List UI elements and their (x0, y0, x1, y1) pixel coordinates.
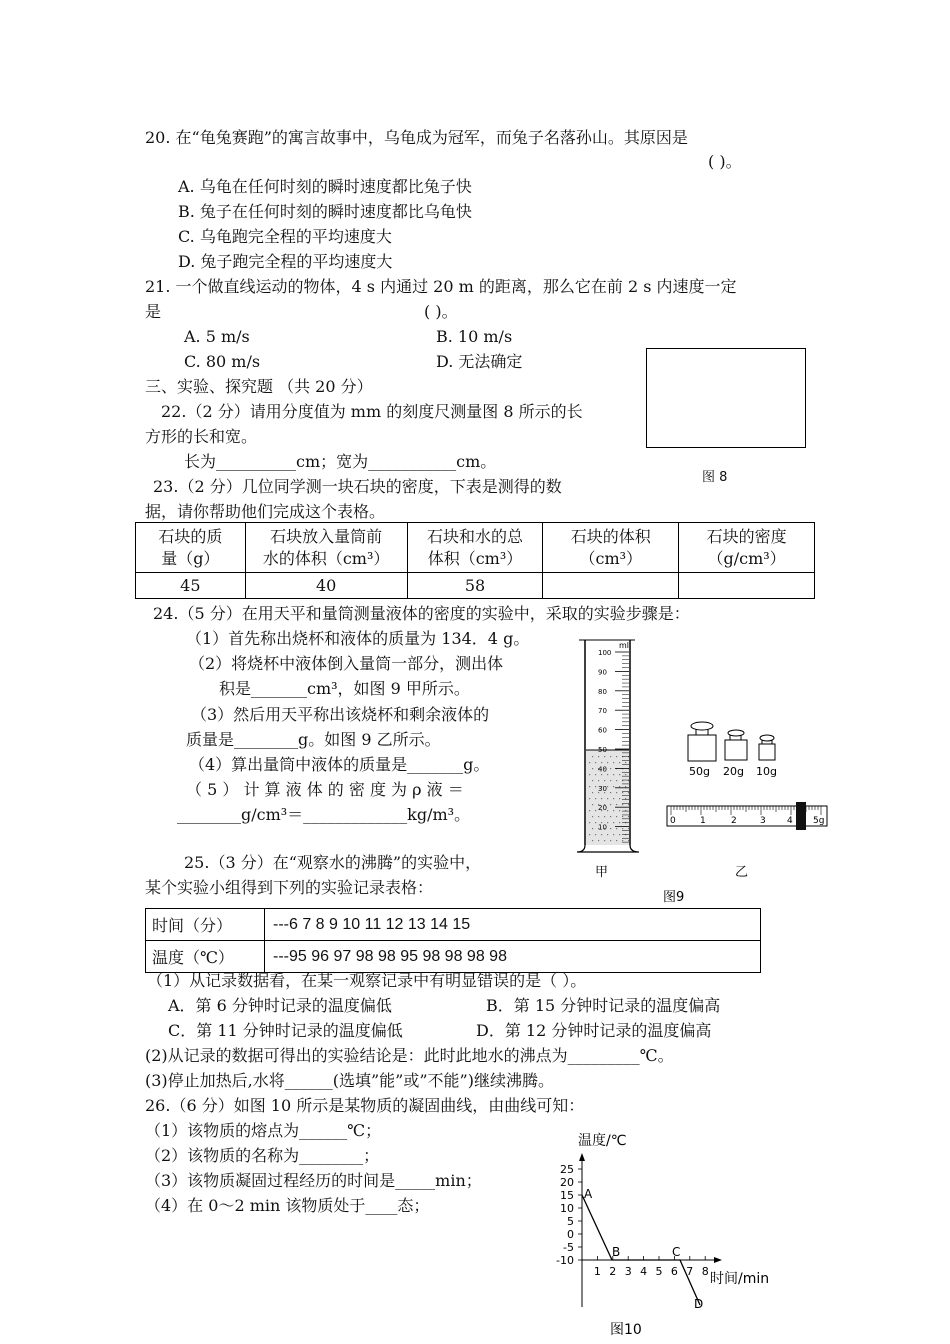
cylinder-tick-label: 20 (598, 804, 607, 813)
liquid-dot (607, 798, 608, 799)
weight-50g-label: 50g (689, 765, 710, 778)
y-axis-label: 温度/℃ (578, 1133, 627, 1149)
figure-9-label: 图9 (663, 890, 685, 905)
table-header-cell (679, 523, 815, 573)
liquid-dot (607, 786, 608, 787)
ruler-label: 1 (700, 816, 706, 826)
q21-option-d: D. 无法确定 (436, 352, 523, 371)
q24-step-3a: （3）然后用天平称出该烧杯和剩余液体的 (191, 705, 490, 724)
q20-option-d: D. 兔子跑完全程的平均速度大 (178, 252, 393, 271)
liquid-dot (613, 762, 614, 763)
liquid-dot (625, 798, 626, 799)
q22-line-2: 方形的长和宽。 (145, 427, 258, 446)
figure-10-label: 图10 (610, 1322, 642, 1338)
liquid-dot (607, 822, 608, 823)
q21-stem-2: 是 (145, 302, 162, 321)
x-tick-label: 7 (686, 1265, 694, 1278)
q24-step-5a: （ 5 ） 计 算 液 体 的 密 度 为 ρ 液 ＝ (186, 780, 464, 799)
liquid-dot (589, 810, 590, 811)
x-axis-label: 时间/min (710, 1271, 770, 1287)
table-header-cell (136, 523, 246, 573)
y-tick-label: 5 (567, 1215, 574, 1228)
cylinder-tick-label: 40 (598, 765, 607, 774)
ruler-label: 4 (787, 816, 793, 826)
liquid-dot (592, 804, 593, 805)
ruler-label: 3 (760, 816, 766, 826)
x-tick-label: 4 (640, 1265, 648, 1278)
boiling-record-table (145, 908, 761, 973)
liquid-dot (619, 834, 620, 835)
y-tick-label: -5 (563, 1241, 574, 1254)
cylinder-tick-label: 10 (598, 823, 607, 832)
cylinder-tick-label: 90 (598, 668, 607, 677)
header-text: 石块的体积 (570, 526, 651, 546)
liquid-dot (607, 810, 608, 811)
liquid-dot (607, 774, 608, 775)
y-axis-arrow (579, 1153, 585, 1161)
q25-option-b: B．第 15 分钟时记录的温度偏高 (486, 996, 721, 1015)
q20-option-b: B. 兔子在任何时刻的瞬时速度都比乌龟快 (178, 202, 472, 221)
graduated-cylinder (577, 640, 639, 852)
table-header-cell (543, 523, 679, 573)
q26-step-4: （4）在 0～2 min 该物质处于____态； (145, 1196, 430, 1215)
ruler-label: 5g (813, 816, 825, 826)
q21-option-b: B. 10 m/s (436, 327, 513, 346)
q26-line-1: 26.（6 分）如图 10 所示是某物质的凝固曲线，由曲线可知： (145, 1096, 585, 1115)
header-text: 体积（cm³） (427, 548, 523, 568)
header-text: 石块放入量筒前 (270, 526, 383, 546)
q20-paren: ( )。 (708, 152, 742, 171)
point-a-label: A (584, 1187, 593, 1201)
liquid-dot (601, 834, 602, 835)
liquid-dot (628, 804, 629, 805)
q25-option-d: D．第 12 分钟时记录的温度偏高 (476, 1021, 712, 1040)
liquid-dot (613, 786, 614, 787)
liquid-dot (610, 804, 611, 805)
point-d-label: D (694, 1297, 704, 1311)
balance-beam-scale (667, 802, 827, 830)
liquid-dot (616, 756, 617, 757)
table-cell (543, 573, 679, 599)
figure-9-jia-label: 甲 (595, 865, 609, 880)
liquid-dot (610, 792, 611, 793)
liquid-dot (595, 762, 596, 763)
liquid-dot (592, 780, 593, 781)
liquid-dot (616, 828, 617, 829)
table-row-header: 时间（分） (146, 909, 265, 941)
liquid-dot (628, 840, 629, 841)
liquid-dot (607, 834, 608, 835)
liquid-dot (616, 816, 617, 817)
liquid-dot (607, 762, 608, 763)
weights (688, 722, 777, 778)
q23-line-2: 据，请你帮助他们完成这个表格。 (145, 502, 386, 521)
table-row (136, 573, 815, 599)
q21-paren: ( )。 (424, 302, 458, 321)
q20-stem: 20. 在“龟兔赛跑”的寓言故事中，乌龟成为冠军，而兔子名落孙山。其原因是 (145, 128, 688, 147)
liquid-dot (613, 798, 614, 799)
q23-line-1: 23.（2 分）几位同学测一块石块的密度，下表是测得的数 (153, 477, 562, 496)
liquid-dot (595, 786, 596, 787)
figure-9 (575, 630, 835, 905)
liquid-dot (610, 828, 611, 829)
y-tick-label: 20 (560, 1176, 574, 1189)
table-cell (679, 573, 815, 599)
liquid-dot (592, 840, 593, 841)
liquid-dot (610, 816, 611, 817)
y-tick-label: 25 (560, 1163, 574, 1176)
liquid-dot (613, 834, 614, 835)
liquid-dot (589, 798, 590, 799)
table-header-cell (407, 523, 543, 573)
liquid-dot (622, 840, 623, 841)
table-cell: 40 (245, 573, 407, 599)
table-header-cell (245, 523, 407, 573)
q22-line-3: 长为__________cm；宽为___________cm。 (184, 452, 497, 471)
liquid-dot (625, 774, 626, 775)
liquid-dot (592, 756, 593, 757)
rider (796, 802, 806, 830)
table-cell: ---95 96 97 98 98 95 98 98 98 98 (265, 941, 761, 973)
x-tick-label: 3 (624, 1265, 632, 1278)
liquid-dot (610, 780, 611, 781)
q25-part-3: (3)停止加热后,水将______(选填”能”或”不能”)继续沸腾。 (145, 1071, 554, 1090)
liquid-dot (604, 780, 605, 781)
x-tick-label: 6 (670, 1265, 678, 1278)
q24-step-2a: （2）将烧杯中液体倒入量筒一部分，测出体 (189, 654, 504, 673)
x-axis-arrow (714, 1257, 722, 1263)
liquid-dot (601, 798, 602, 799)
liquid-dot (589, 762, 590, 763)
q24-step-2b: 积是_______cm³，如图 9 甲所示。 (219, 679, 470, 698)
q22-line-1: 22.（2 分）请用分度值为 mm 的刻度尺测量图 8 所示的长 (161, 402, 583, 421)
liquid-dot (604, 816, 605, 817)
x-tick-label: 1 (593, 1265, 601, 1278)
q21-stem: 21. 一个做直线运动的物体，4 s 内通过 20 m 的距离，那么它在前 2 s 内速度一定 (145, 277, 737, 296)
header-text: 量（g） (161, 548, 220, 568)
liquid-dot (613, 774, 614, 775)
liquid-dot (628, 816, 629, 817)
q25-part-1: （1）从记录数据看，在某一观察记录中有明显错误的是（ ）。 (147, 971, 587, 990)
liquid-dot (616, 840, 617, 841)
liquid-dot (622, 804, 623, 805)
ruler-label: 0 (670, 816, 676, 826)
q25-part-2: (2)从记录的数据可得出的实验结论是：此时此地水的沸点为_________℃。 (145, 1046, 674, 1065)
cylinder-tick-label: 30 (598, 784, 607, 793)
q25-line-1: 25.（3 分）在“观察水的沸腾”的实验中， (184, 853, 482, 872)
liquid-dot (610, 840, 611, 841)
liquid-dot (601, 774, 602, 775)
liquid-dot (628, 792, 629, 793)
q21-option-c: C. 80 m/s (184, 352, 261, 371)
liquid-dot (622, 816, 623, 817)
table-cell: 58 (407, 573, 543, 599)
cylinder-tick-label: 80 (598, 687, 607, 696)
header-text: 石块的密度 (706, 526, 787, 546)
liquid-dot (604, 840, 605, 841)
point-c-label: C (672, 1245, 681, 1259)
figure-9-yi-label: 乙 (735, 865, 749, 880)
figure-8-label: 图 8 (702, 470, 728, 485)
liquid-dot (619, 786, 620, 787)
stone-density-table (135, 522, 815, 599)
q25-option-a: A．第 6 分钟时记录的温度偏低 (168, 996, 392, 1015)
figure-8-rectangle (646, 348, 806, 448)
liquid-dot (616, 780, 617, 781)
liquid-dot (595, 774, 596, 775)
liquid-dot (592, 768, 593, 769)
y-tick-label: 15 (560, 1189, 574, 1202)
table-row (146, 909, 761, 941)
header-text: 水的体积（cm³） (262, 548, 390, 568)
liquid-dot (619, 810, 620, 811)
q25-option-c: C．第 11 分钟时记录的温度偏低 (168, 1021, 403, 1040)
liquid-dot (619, 774, 620, 775)
table-cell: 45 (136, 573, 246, 599)
figure-10-solidification-curve (540, 1125, 790, 1341)
table-cell: ---6 7 8 9 10 11 12 13 14 15 (265, 909, 761, 941)
q24-step-5b: ________g/cm³＝_____________kg/m³。 (177, 805, 471, 824)
cylinder-unit: ml (619, 641, 630, 650)
liquid-dot (622, 792, 623, 793)
liquid-dot (616, 792, 617, 793)
y-ticks (556, 1163, 582, 1267)
header-text: 石块的质 (158, 526, 223, 546)
y-tick-label: 0 (567, 1228, 574, 1241)
section-3-heading: 三、实验、探究题 （共 20 分） (145, 377, 373, 396)
q24-line-1: 24.（5 分）在用天平和量筒测量液体的密度的实验中，采取的实验步骤是： (153, 604, 690, 623)
q26-step-1: （1）该物质的熔点为______℃； (145, 1121, 382, 1140)
liquid-dot (610, 756, 611, 757)
liquid-dot (622, 828, 623, 829)
liquid-dot (595, 834, 596, 835)
cylinder-tick-label: 50 (598, 746, 607, 754)
table-row (146, 941, 761, 973)
y-tick-label: -10 (556, 1254, 574, 1267)
liquid-dot (604, 756, 605, 757)
x-tick-label: 2 (609, 1265, 617, 1278)
q26-step-3: （3）该物质凝固过程经历的时间是_____min； (145, 1171, 482, 1190)
q21-option-a: A. 5 m/s (184, 327, 250, 346)
liquid-dot (592, 816, 593, 817)
liquid-dot (592, 828, 593, 829)
liquid-dot (595, 798, 596, 799)
liquid-dot (613, 822, 614, 823)
q20-option-c: C. 乌龟跑完全程的平均速度大 (178, 227, 392, 246)
liquid-dot (598, 780, 599, 781)
liquid-dot (589, 822, 590, 823)
liquid-dot (613, 810, 614, 811)
q26-step-2: （2）该物质的名称为________； (145, 1146, 380, 1165)
liquid-dot (595, 810, 596, 811)
liquid-dot (598, 816, 599, 817)
liquid-dot (628, 828, 629, 829)
liquid-dot (619, 822, 620, 823)
liquid-dot (598, 840, 599, 841)
table-row-header: 温度（℃） (146, 941, 265, 973)
q20-option-a: A. 乌龟在任何时刻的瞬时速度都比兔子快 (178, 177, 472, 196)
liquid-dot (589, 834, 590, 835)
cylinder-tick-label: 100 (598, 649, 612, 657)
weight-10g-label: 10g (756, 765, 777, 778)
ruler-label: 2 (731, 816, 737, 826)
header-text: （g/cm³） (707, 548, 786, 568)
liquid-dot (625, 762, 626, 763)
table-header-row (136, 523, 815, 573)
liquid-dot (589, 786, 590, 787)
x-tick-label: 5 (655, 1265, 663, 1278)
point-b-label: B (612, 1245, 621, 1259)
cylinder-tick-label: 70 (598, 707, 607, 716)
y-tick-label: 10 (560, 1202, 574, 1215)
q24-step-4: （4）算出量筒中液体的质量是_______g。 (189, 755, 490, 774)
header-text: 石块和水的总 (426, 526, 523, 546)
liquid-dot (601, 762, 602, 763)
cylinder-tick-label: 60 (598, 726, 607, 735)
liquid-dot (619, 762, 620, 763)
liquid-dot (610, 768, 611, 769)
liquid-dot (595, 822, 596, 823)
liquid-dot (589, 774, 590, 775)
solidification-curve (582, 1195, 700, 1305)
liquid-dot (598, 756, 599, 757)
liquid-dot (616, 804, 617, 805)
liquid-dot (592, 792, 593, 793)
q24-step-3b: 质量是________g。如图 9 乙所示。 (186, 730, 441, 749)
x-tick-label: 8 (701, 1265, 709, 1278)
q25-line-2: 某个实验小组得到下列的实验记录表格： (145, 878, 434, 897)
liquid-dot (625, 786, 626, 787)
header-text: （cm³） (579, 548, 643, 568)
weight-20g-label: 20g (723, 765, 744, 778)
liquid-dot (619, 798, 620, 799)
q24-step-1: （1）首先称出烧杯和液体的质量为 134．4 g。 (186, 629, 530, 648)
